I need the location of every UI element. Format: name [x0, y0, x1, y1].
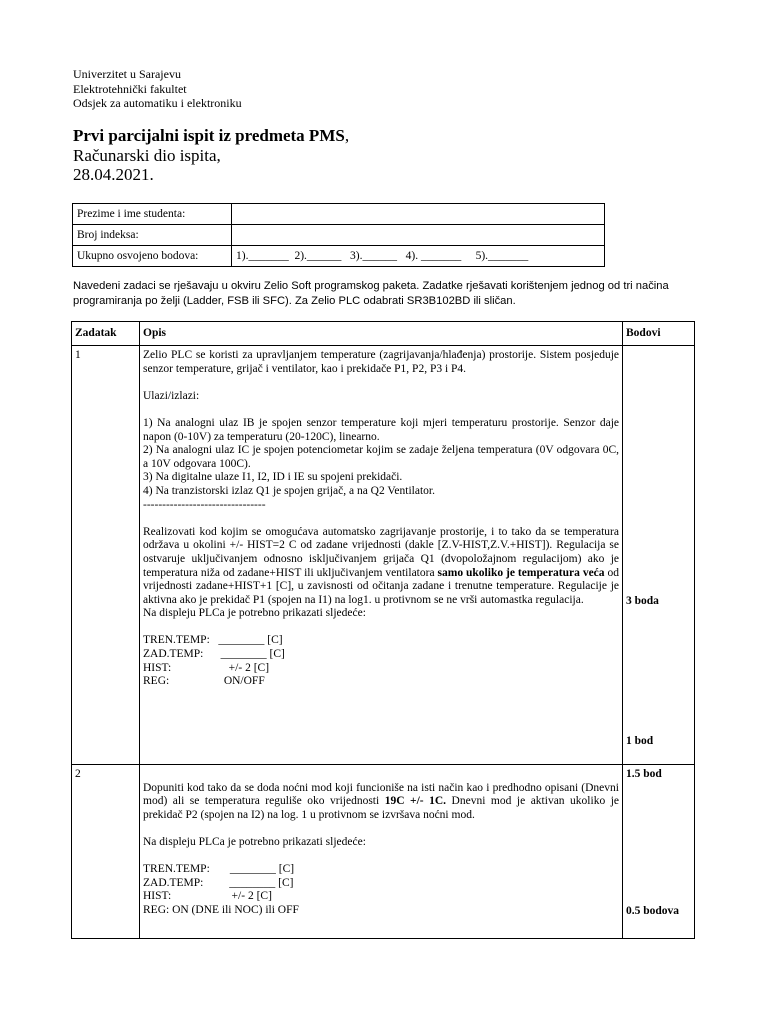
column-header-task: Zadatak — [72, 322, 140, 346]
task-intro: Zelio PLC se koristi za upravljanjem temperature (zagrijavanja/hlađenja) prostorije. Sistem posjeduje senzor temperature, grijač i ventilator, kao i prekidače P1, P2, P3 i P4. — [143, 349, 619, 375]
instructions-line: Navedeni zadaci se rješavaju u okviru Zelio Soft programskog paketa. Zadatke rješavati korištenjem jednog od tri načina — [73, 280, 669, 292]
io-title: Ulazi/izlazi: — [143, 389, 200, 402]
table-row — [73, 225, 605, 246]
total-points-field[interactable]: 1)._______ 2).______ 3).______ 4). _______ 5)._______ — [232, 246, 605, 267]
task-description — [140, 765, 623, 939]
points-extra: 1 bod — [626, 735, 654, 747]
column-header-points: Bodovi — [623, 322, 695, 346]
table-row — [72, 346, 695, 765]
display-line: TREN.TEMP: ________ [C] — [143, 863, 295, 876]
io-item: 1) Na analogni ulaz IB je spojen senzor temperature koji mjeri temperaturu prostorije. Senzor daje napon (0-10V) za temperaturu (20-120C), linearno. — [143, 416, 619, 443]
task-points — [623, 346, 695, 765]
display-line: ZAD.TEMP: ________ [C] — [143, 648, 285, 661]
exam-subtitle: Računarski dio ispita, — [73, 145, 221, 165]
table-row — [72, 765, 695, 939]
points-main: 1.5 bod — [626, 768, 662, 780]
table-row — [73, 246, 605, 267]
task-number: 1 — [72, 346, 140, 765]
task-points — [623, 765, 695, 939]
points-main: 3 boda — [626, 595, 659, 607]
display-line: REG: ON/OFF — [143, 675, 265, 688]
task-description — [140, 346, 623, 765]
student-name-label: Prezime i ime studenta: — [73, 204, 232, 225]
total-points-label: Ukupno osvojeno bodova: — [73, 246, 232, 267]
column-header-description: Opis — [140, 322, 623, 346]
display-intro: Na displeju PLCa je potrebno prikazati sljedeće: — [143, 607, 366, 620]
display-line: HIST: +/- 2 [C] — [143, 661, 270, 674]
department-name: Odsjek za automatiku i elektroniku — [73, 96, 242, 110]
display-line: REG: ON (DNE ili NOC) ili OFF — [143, 903, 299, 916]
instructions-line: programiranja po želji (Ladder, FSB ili SFC). Za Zelio PLC odabrati SR3B102BD ili sličan. — [73, 294, 516, 307]
table-row — [73, 204, 605, 225]
student-name-field[interactable] — [232, 204, 605, 225]
display-line: HIST: +/- 2 [C] — [143, 890, 272, 903]
display-intro: Na displeju PLCa je potrebno prikazati sljedeće: — [143, 835, 366, 848]
table-header-row — [72, 322, 695, 346]
display-line: ZAD.TEMP: ________ [C] — [143, 876, 294, 889]
faculty-name: Elektrotehnički fakultet — [73, 81, 187, 96]
student-info-table — [72, 203, 605, 267]
instructions — [73, 279, 723, 308]
points-extra: 0.5 bodova — [626, 905, 680, 917]
institution-header — [73, 67, 242, 111]
display-line: TREN.TEMP: ________ [C] — [143, 634, 283, 647]
io-item: 4) Na tranzistorski izlaz Q1 je spojen grijač, a na Q2 Ventilator. — [143, 484, 435, 497]
emphasis-text: samo ukoliko je temperatura veća — [437, 566, 605, 579]
exam-title-comma: , — [344, 126, 350, 145]
university-name: Univerzitet u Sarajevu — [73, 67, 181, 81]
task-requirement: Dopuniti kod tako da se doda noćni mod koji funcioniše na isti način kao i predhodno opisani (Dnevni mod) ali se temperatura reguliše oko vrijednosti 19C +/- 1C. Dnevni mod je aktivan ukoliko je prekidač P2 (spojen na I2) na log. 1 u protivnom se izvršava noćni mod. — [143, 781, 620, 821]
io-item: 3) Na digitalne ulaze I1, I2, ID i IE su spojeni prekidači. — [143, 471, 403, 484]
exam-title — [73, 126, 349, 185]
exam-title-main: Prvi parcijalni ispit iz predmeta PMS — [73, 126, 345, 145]
exam-date: 28.04.2021. — [73, 165, 154, 184]
io-item: 2) Na analogni ulaz IC je spojen potenciometar kojim se zadaje željena temperatura (0V odgovara 0C, a 10V odgovara 100C). — [143, 444, 619, 470]
index-number-label: Broj indeksa: — [73, 225, 232, 246]
task-number: 2 — [72, 765, 140, 939]
task-requirement: Realizovati kod kojim se omogućava automatsko zagrijavanje prostorije, i to tako da se temperatura održava u okolini +/- HIST=2 C od zadane vrijednosti (dakle [Z.V-HIST,Z.V.+HIST]). Regulacija se ostvaruje uključivanjem odnosno isključivanjem grijača Q1 (dvopoložajnom regulacijom) ako je temperatura niža od zadane+HIST ili uključivanjem ventilatora samo ukoliko je temperatura veća od vrijednosti zadane+HIST+1 [C], u zavisnosti od očitanja zadane i trenutne temperature. Regulacije je aktivna ako je prekidač P1 (spojen na I1) na log1. u protivnom se ne vrši automastka regulacija. — [143, 525, 619, 606]
task-table — [71, 321, 695, 939]
separator-line: -------------------------------- — [143, 498, 266, 511]
index-number-field[interactable] — [232, 225, 605, 246]
emphasis-text: 19C +/- 1C. — [384, 795, 447, 808]
